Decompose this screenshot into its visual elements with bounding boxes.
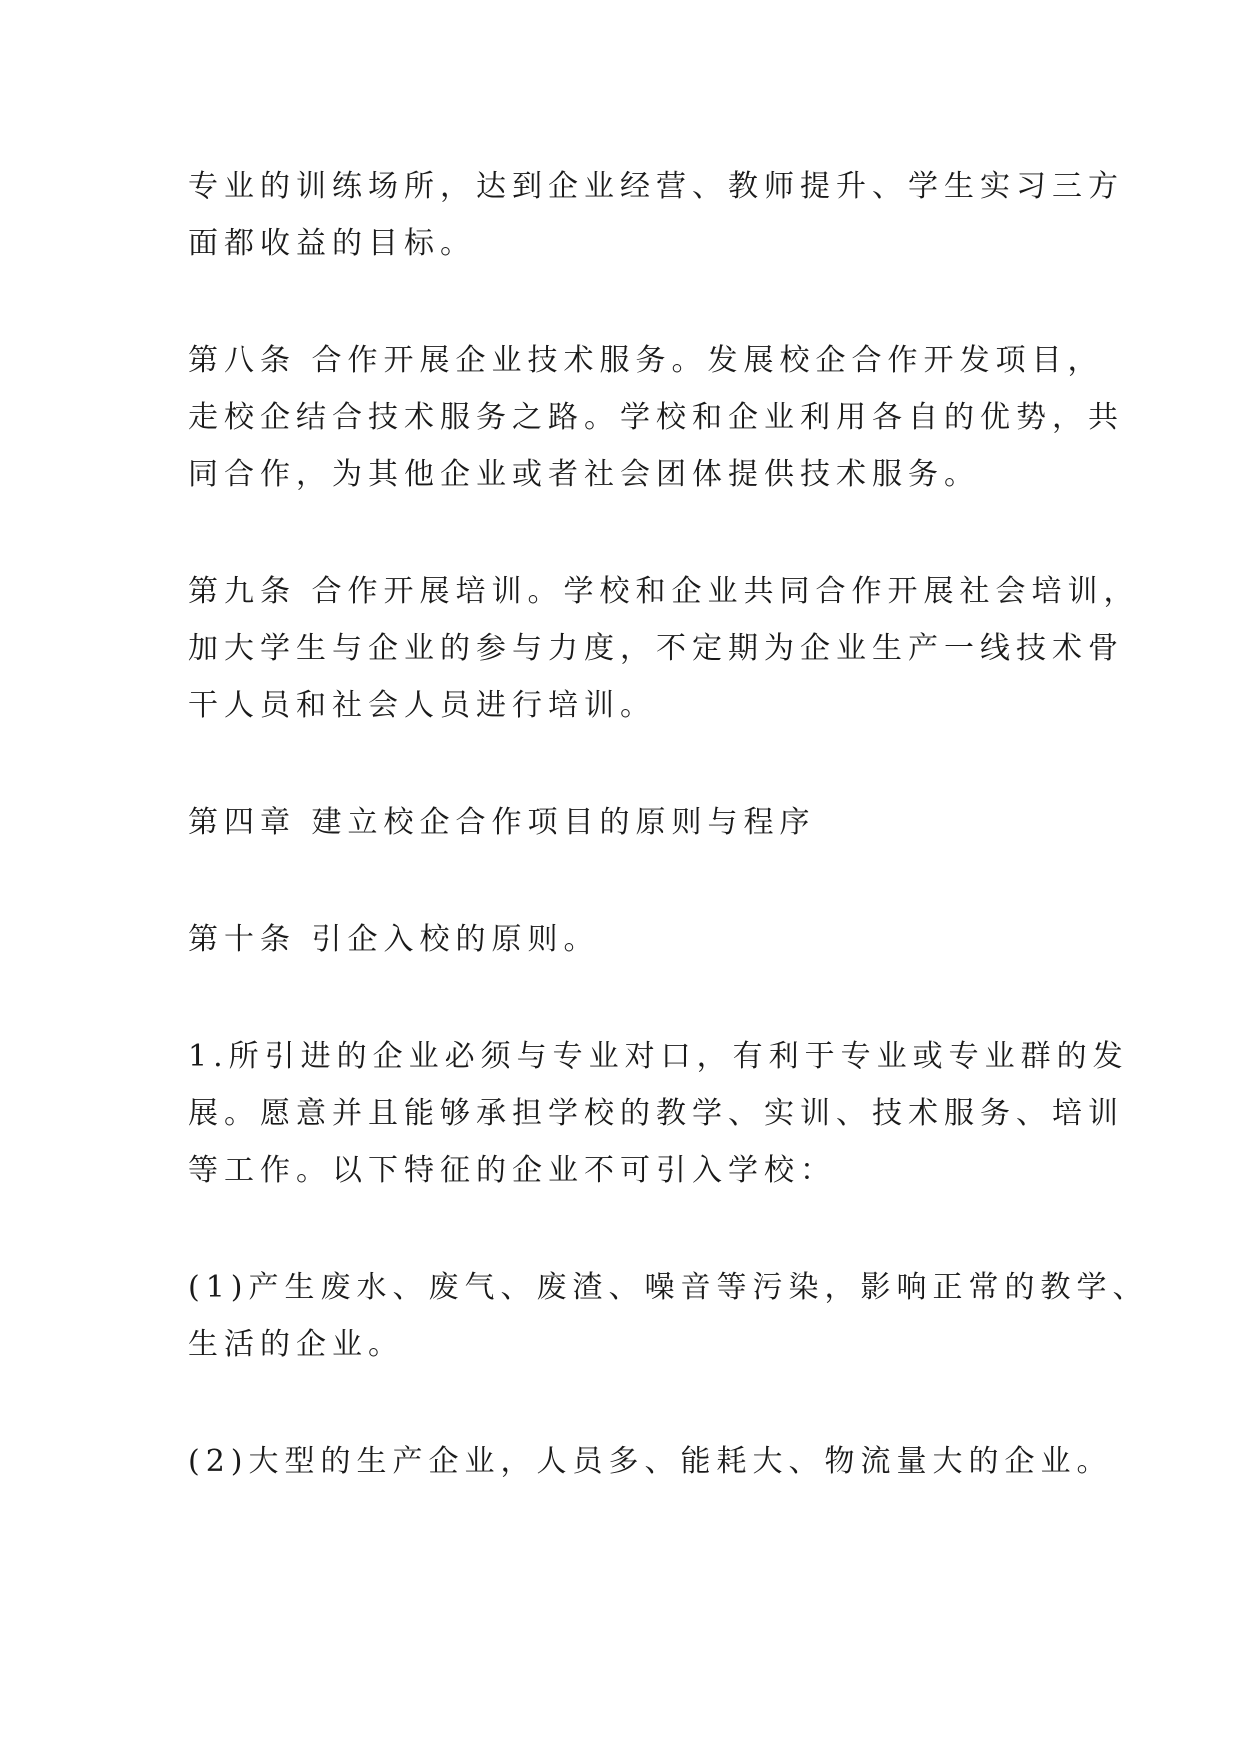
text-line: (2)大型的生产企业，人员多、能耗大、物流量大的企业。: [188, 1444, 1113, 1479]
text-line: 加大学生与企业的参与力度，不定期为企业生产一线技术骨: [188, 631, 1124, 666]
paragraph-training-venue: [188, 158, 1124, 272]
paragraph-item-1: [188, 1028, 1129, 1199]
paragraph-article-10: [188, 911, 1068, 968]
text-line: 干人员和社会人员进行培训。: [188, 688, 656, 723]
text-line: 面都收益的目标。: [188, 226, 476, 261]
text-line: 同合作，为其他企业或者社会团体提供技术服务。: [188, 457, 980, 492]
text-line: 第十条 引企入校的原则。: [188, 922, 600, 957]
text-line: (1)产生废水、废气、废渣、噪音等污染，影响正常的教学、: [188, 1270, 1149, 1305]
text-line: 生活的企业。: [188, 1327, 404, 1362]
text-line: 第八条 合作开展企业技术服务。发展校企合作开发项目，: [188, 343, 1104, 378]
document-body: [188, 158, 1149, 1550]
text-line: 第九条 合作开展培训。学校和企业共同合作开展社会培训，: [188, 574, 1140, 609]
paragraph-subitem-2: [188, 1433, 1113, 1490]
text-line: 展。愿意并且能够承担学校的教学、实训、技术服务、培训: [188, 1096, 1124, 1131]
paragraph-article-9: [188, 563, 1140, 734]
chapter-4-heading: [188, 794, 1068, 851]
text-line: 走校企结合技术服务之路。学校和企业利用各自的优势，共: [188, 400, 1124, 435]
text-line: 等工作。以下特征的企业不可引入学校：: [188, 1153, 836, 1188]
text-line: 专业的训练场所，达到企业经营、教师提升、学生实习三方: [188, 169, 1124, 204]
paragraph-subitem-1: [188, 1259, 1149, 1373]
paragraph-article-8: [188, 332, 1124, 503]
text-line: 1.所引进的企业必须与专业对口，有利于专业或专业群的发: [188, 1039, 1129, 1074]
text-line: 第四章 建立校企合作项目的原则与程序: [188, 805, 816, 840]
